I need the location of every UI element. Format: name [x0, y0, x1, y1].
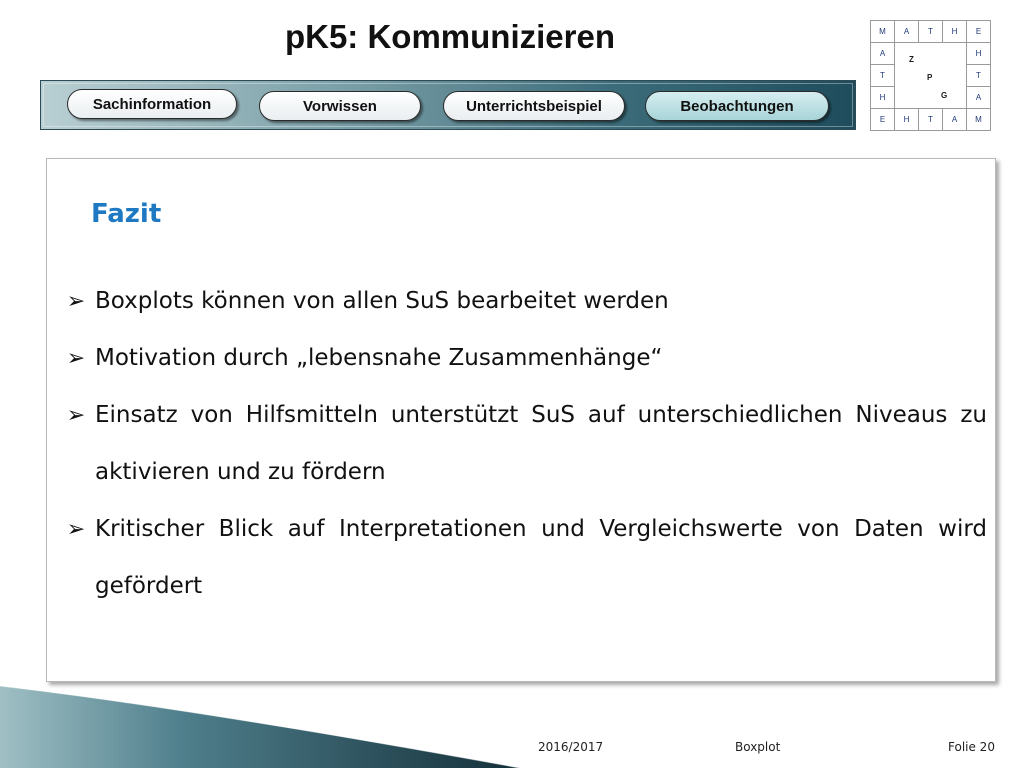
tab-vorwissen[interactable]: Vorwissen: [259, 91, 421, 121]
logo-letter: E: [967, 21, 991, 43]
bullet-text: Kritischer Blick auf Interpretationen und Vergleichswerte von Daten wird gefördert: [95, 516, 987, 599]
content-box: [46, 158, 996, 682]
logo-letter: T: [871, 65, 895, 87]
tab-beobachtungen[interactable]: Beobachtungen: [645, 91, 829, 121]
logo-letter: A: [967, 87, 991, 109]
arrow-bullet-icon: ➢: [66, 403, 86, 428]
logo-letter: Z: [909, 55, 914, 64]
logo-letter: T: [919, 109, 943, 131]
page-title: pK5: Kommunizieren: [284, 18, 616, 55]
logo-letter: H: [895, 109, 919, 131]
logo-letter: M: [871, 21, 895, 43]
logo-center: [895, 43, 967, 109]
arrow-bullet-icon: ➢: [66, 289, 86, 314]
bullet-text: Boxplots können von allen SuS bearbeitet werden: [95, 288, 669, 314]
logo-letter: T: [919, 21, 943, 43]
bullet-text: Motivation durch „lebensnahe Zusammenhänge“: [95, 345, 663, 371]
nav-bar: [40, 80, 856, 130]
arrow-bullet-icon: ➢: [66, 346, 86, 371]
footer-slide-number: Folie 20: [948, 740, 995, 754]
logo-letter: E: [871, 109, 895, 131]
footer-year: 2016/2017: [538, 740, 604, 754]
logo-letter: M: [967, 109, 991, 131]
logo-letter: A: [895, 21, 919, 43]
list-item: [57, 273, 987, 330]
bullet-text: Einsatz von Hilfsmitteln unterstützt SuS auf unterschiedlichen Niveaus zu aktivieren und zu fördern: [95, 402, 987, 485]
arrow-bullet-icon: ➢: [66, 517, 86, 542]
swoosh-shape: [0, 686, 520, 768]
logo-letter: A: [871, 43, 895, 65]
decorative-swoosh: [0, 680, 520, 768]
logo-letter: H: [967, 43, 991, 65]
tab-unterrichtsbeispiel[interactable]: Unterrichtsbeispiel: [443, 91, 625, 121]
logo-letter: H: [943, 21, 967, 43]
logo-letter: T: [967, 65, 991, 87]
logo-letter: A: [943, 109, 967, 131]
logo-letter: H: [871, 87, 895, 109]
bullet-list: [57, 273, 987, 615]
list-item: [57, 387, 987, 501]
list-item: [57, 330, 987, 387]
logo-letter: G: [941, 91, 948, 100]
footer-topic: Boxplot: [735, 740, 781, 754]
tab-sachinformation[interactable]: Sachinformation: [67, 89, 237, 119]
section-heading: Fazit: [91, 199, 162, 229]
mathematik-grid-logo: [870, 20, 991, 131]
list-item: [57, 501, 987, 615]
logo-letter: P: [927, 73, 933, 82]
